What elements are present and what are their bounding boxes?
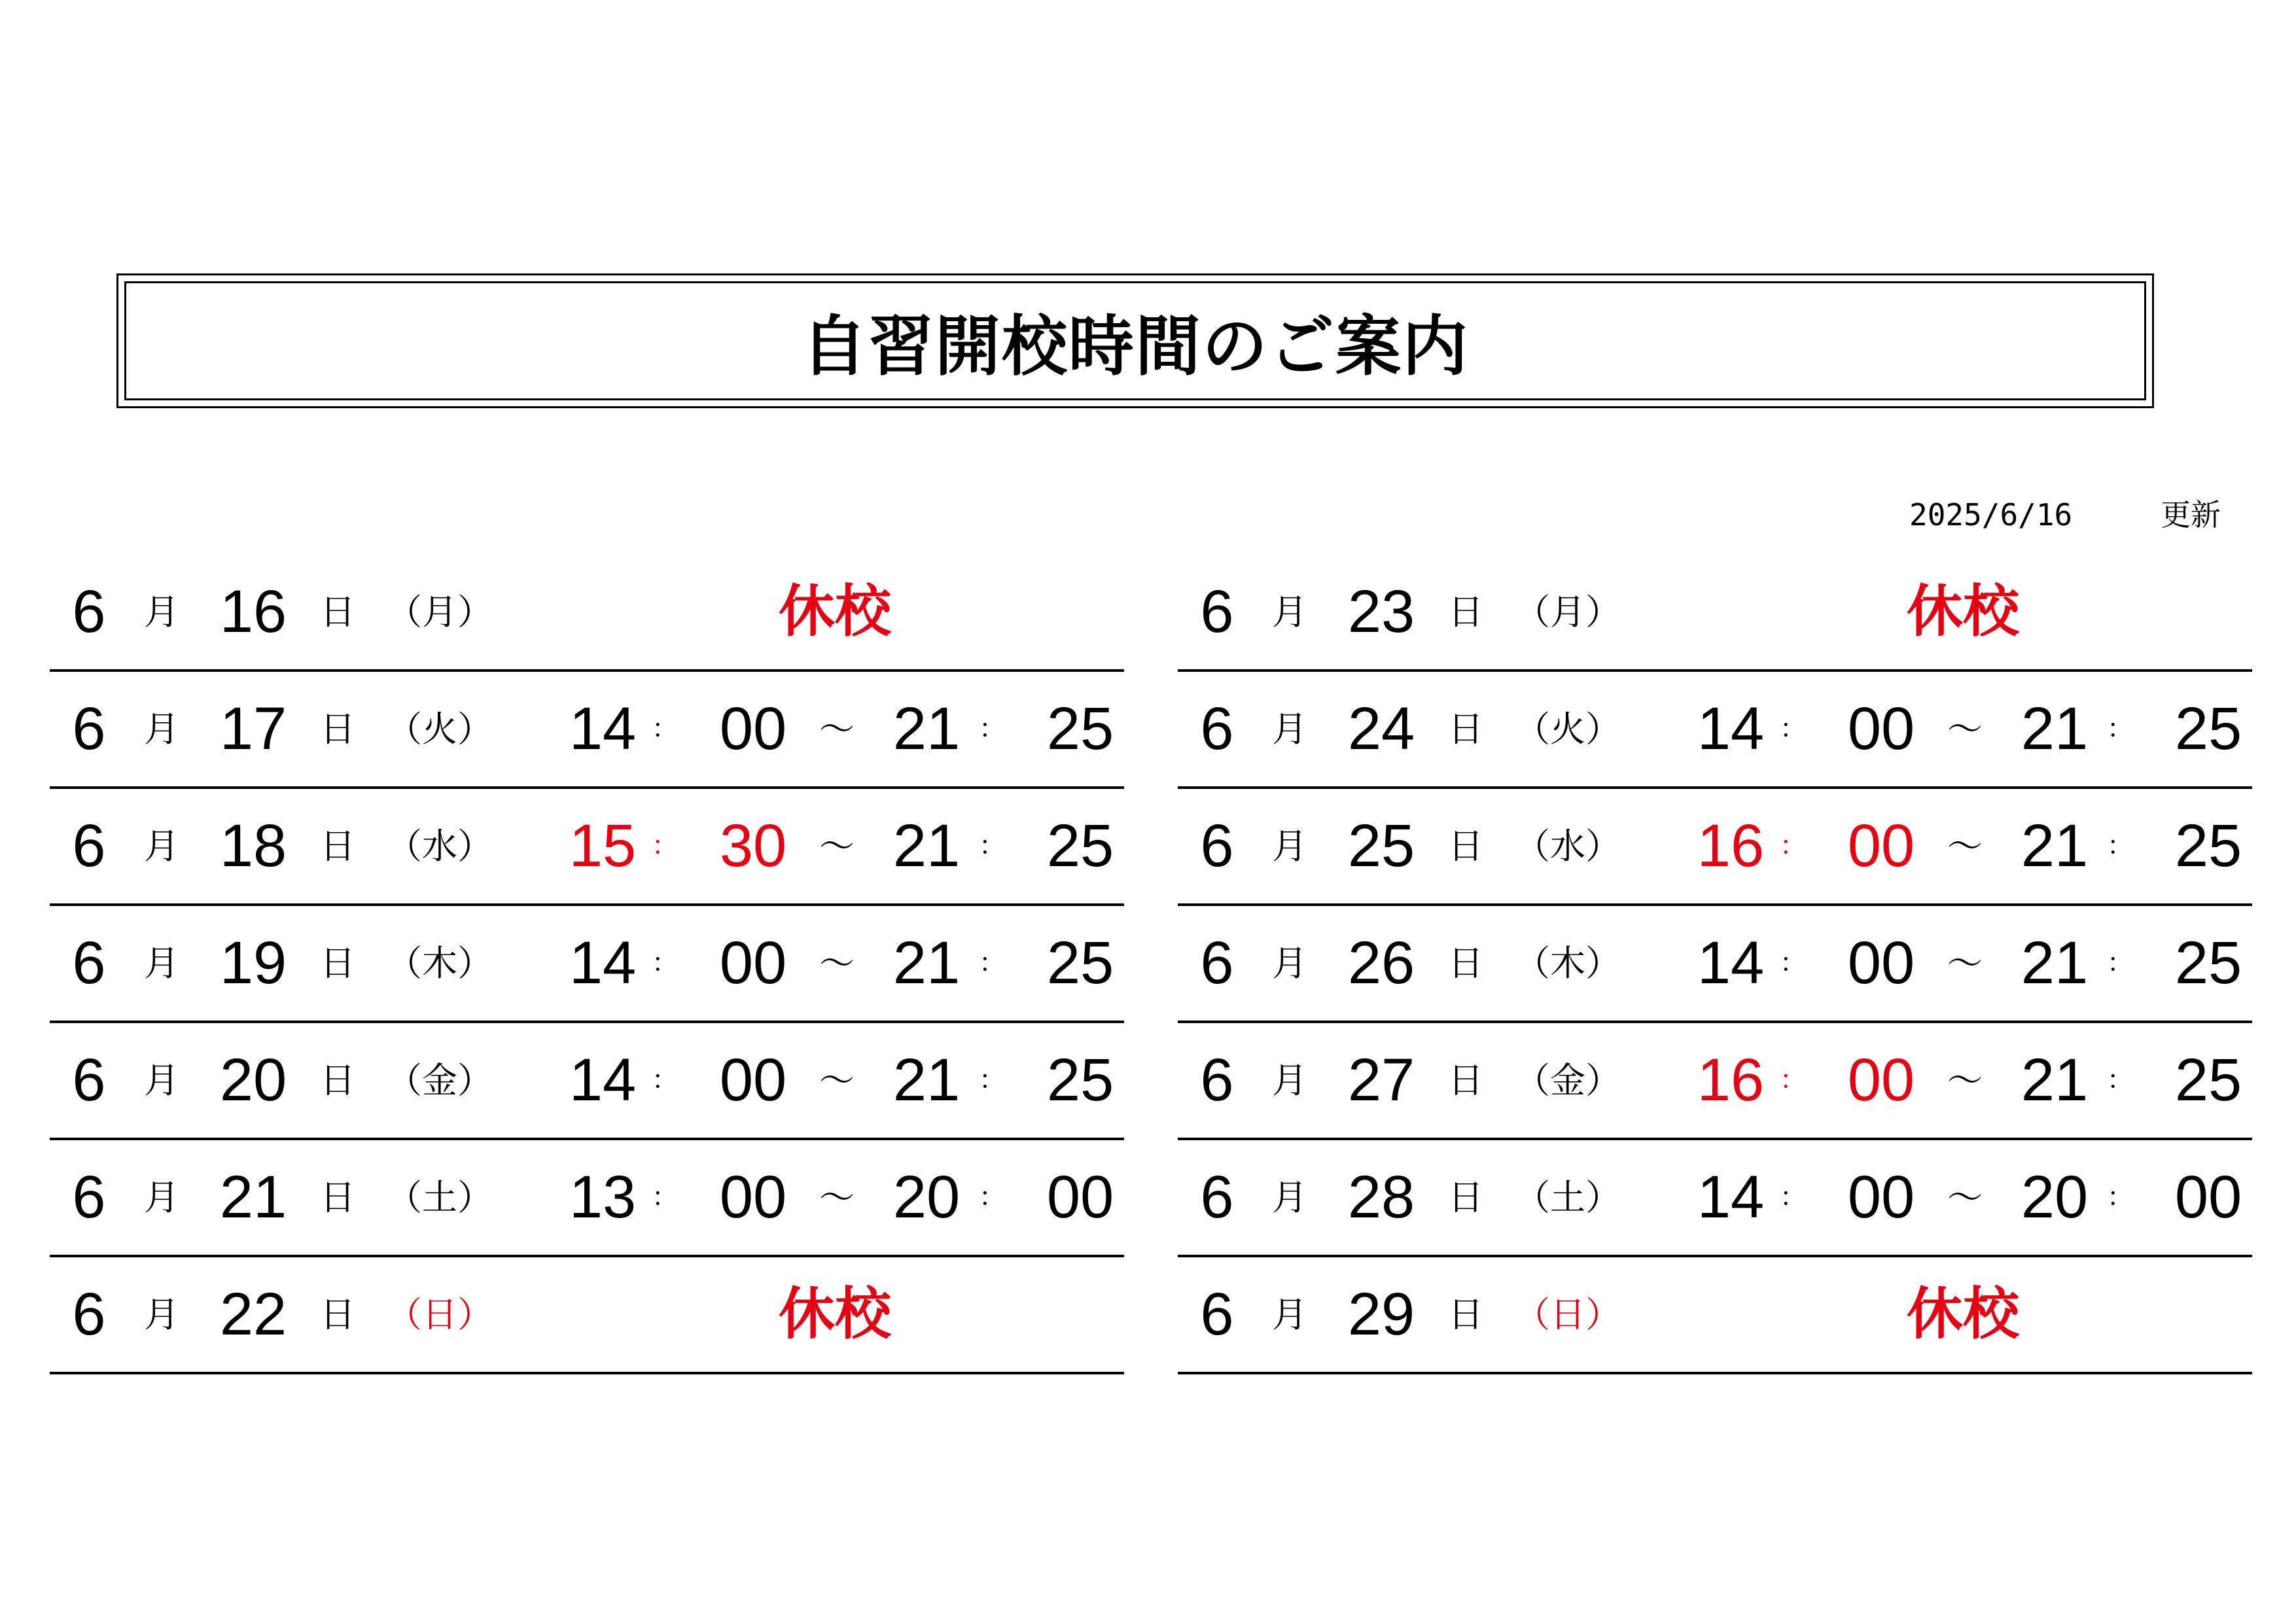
start-hour: 14 <box>569 930 637 996</box>
month-value: 6 <box>1200 578 1234 645</box>
end-colon: ： <box>979 949 1005 977</box>
end-minute: 00 <box>2174 1164 2242 1230</box>
end-minute: 25 <box>1046 812 1114 879</box>
start-minute: 00 <box>1847 930 1915 996</box>
schedule-row <box>50 555 1124 672</box>
title-inner-frame <box>124 281 2146 400</box>
end-minute: 25 <box>1046 695 1114 762</box>
closed-label: 休校 <box>779 579 891 644</box>
time-range-tilde: ～ <box>1947 826 1983 867</box>
end-colon: ： <box>2107 714 2133 743</box>
time-range-tilde: ～ <box>819 708 855 750</box>
day-value: 26 <box>1347 930 1415 996</box>
day-unit: 日 <box>1448 1294 1483 1335</box>
month-unit: 月 <box>1272 1177 1307 1218</box>
updated-label: 更新 <box>2161 497 2221 532</box>
end-hour: 21 <box>892 695 961 762</box>
weekday: （土） <box>1515 1177 1621 1218</box>
schedule-row <box>1178 1257 2252 1374</box>
month-value: 6 <box>1200 812 1234 879</box>
month-unit: 月 <box>144 708 179 750</box>
month-unit: 月 <box>144 591 179 633</box>
month-value: 6 <box>72 1164 106 1230</box>
month-unit: 月 <box>1272 826 1307 867</box>
end-colon: ： <box>979 1066 1005 1094</box>
start-colon: ： <box>652 1183 678 1212</box>
time-range-tilde: ～ <box>1947 1177 1983 1218</box>
start-minute: 00 <box>719 1164 787 1230</box>
start-colon: ： <box>1780 831 1806 860</box>
weekday: （土） <box>387 1177 493 1218</box>
end-minute: 25 <box>1046 930 1114 996</box>
end-minute: 25 <box>2174 930 2242 996</box>
closed-label: 休校 <box>779 1282 891 1347</box>
month-value: 6 <box>72 695 106 762</box>
start-hour: 14 <box>1697 695 1765 762</box>
month-value: 6 <box>72 812 106 879</box>
end-hour: 20 <box>2021 1164 2089 1230</box>
weekday: （月） <box>387 591 493 633</box>
schedule-row <box>1178 1140 2252 1257</box>
day-value: 18 <box>219 812 287 879</box>
end-minute: 25 <box>2174 812 2242 879</box>
day-unit: 日 <box>320 591 355 633</box>
updated-date: 2025/6/16 <box>1909 497 2073 532</box>
time-range-tilde: ～ <box>1947 943 1983 984</box>
month-value: 6 <box>72 1047 106 1113</box>
day-value: 19 <box>219 930 287 996</box>
closed-label: 休校 <box>1907 579 2019 644</box>
start-hour: 13 <box>569 1164 637 1230</box>
month-value: 6 <box>1200 1047 1234 1113</box>
weekday: （木） <box>387 943 493 984</box>
day-unit: 日 <box>1448 591 1483 633</box>
end-colon: ： <box>2107 1183 2133 1212</box>
end-hour: 21 <box>2021 695 2089 762</box>
day-value: 20 <box>219 1047 287 1113</box>
schedule-row <box>50 672 1124 789</box>
schedule-column-week-1 <box>50 555 1124 1374</box>
time-range-tilde: ～ <box>819 1177 855 1218</box>
month-value: 6 <box>72 1281 106 1348</box>
weekday: （金） <box>1515 1060 1621 1101</box>
weekday: （水） <box>387 826 493 867</box>
weekday: （日） <box>1515 1294 1621 1335</box>
schedule-row <box>1178 1023 2252 1140</box>
start-minute: 00 <box>719 1047 787 1113</box>
end-hour: 21 <box>2021 812 2089 879</box>
weekday: （火） <box>387 708 493 750</box>
day-unit: 日 <box>1448 826 1483 867</box>
month-unit: 月 <box>1272 1294 1307 1335</box>
time-range-tilde: ～ <box>819 1060 855 1101</box>
day-unit: 日 <box>1448 1177 1483 1218</box>
end-hour: 20 <box>892 1164 961 1230</box>
month-unit: 月 <box>144 826 179 867</box>
start-minute: 00 <box>1847 1047 1915 1113</box>
end-hour: 21 <box>892 812 961 879</box>
start-colon: ： <box>652 949 678 977</box>
month-value: 6 <box>72 930 106 996</box>
day-value: 24 <box>1347 695 1415 762</box>
day-value: 25 <box>1347 812 1415 879</box>
month-value: 6 <box>1200 695 1234 762</box>
start-minute: 00 <box>1847 695 1915 762</box>
end-colon: ： <box>2107 1066 2133 1094</box>
month-unit: 月 <box>144 943 179 984</box>
schedule-row <box>50 789 1124 906</box>
start-hour: 14 <box>1697 930 1765 996</box>
start-minute: 00 <box>1847 1164 1915 1230</box>
day-value: 23 <box>1347 578 1415 645</box>
start-hour: 14 <box>1697 1164 1765 1230</box>
start-colon: ： <box>652 1066 678 1094</box>
schedule-row <box>1178 906 2252 1023</box>
schedule-row <box>50 1257 1124 1374</box>
schedule-row <box>1178 555 2252 672</box>
start-minute: 00 <box>1847 812 1915 879</box>
day-unit: 日 <box>320 1294 355 1335</box>
schedule-row <box>50 1140 1124 1257</box>
day-unit: 日 <box>1448 1060 1483 1101</box>
time-range-tilde: ～ <box>1947 1060 1983 1101</box>
month-value: 6 <box>1200 1281 1234 1348</box>
end-colon: ： <box>979 1183 1005 1212</box>
day-value: 28 <box>1347 1164 1415 1230</box>
day-value: 27 <box>1347 1047 1415 1113</box>
end-minute: 00 <box>1046 1164 1114 1230</box>
start-minute: 00 <box>719 695 787 762</box>
closed-label: 休校 <box>1907 1282 2019 1347</box>
start-hour: 14 <box>569 1047 637 1113</box>
page-title: 自習開校時間のご案内 <box>802 308 1469 385</box>
month-unit: 月 <box>144 1060 179 1101</box>
start-colon: ： <box>1780 949 1806 977</box>
day-unit: 日 <box>320 1060 355 1101</box>
day-unit: 日 <box>1448 943 1483 984</box>
end-minute: 25 <box>2174 695 2242 762</box>
month-value: 6 <box>72 578 106 645</box>
weekday: （月） <box>1515 591 1621 633</box>
month-unit: 月 <box>1272 1060 1307 1101</box>
start-minute: 30 <box>719 812 787 879</box>
weekday: （金） <box>387 1060 493 1101</box>
schedule-row <box>1178 672 2252 789</box>
end-hour: 21 <box>2021 1047 2089 1113</box>
end-minute: 25 <box>1046 1047 1114 1113</box>
title-frame <box>116 273 2154 408</box>
month-unit: 月 <box>1272 708 1307 750</box>
month-unit: 月 <box>144 1294 179 1335</box>
start-hour: 14 <box>569 695 637 762</box>
schedule-row <box>50 906 1124 1023</box>
end-colon: ： <box>2107 831 2133 860</box>
time-range-tilde: ～ <box>1947 708 1983 750</box>
start-colon: ： <box>1780 1066 1806 1094</box>
schedule-column-week-2 <box>1178 555 2252 1374</box>
day-unit: 日 <box>320 1177 355 1218</box>
month-unit: 月 <box>144 1177 179 1218</box>
start-hour: 16 <box>1697 812 1765 879</box>
start-colon: ： <box>1780 1183 1806 1212</box>
end-hour: 21 <box>892 1047 961 1113</box>
start-colon: ： <box>652 714 678 743</box>
weekday: （火） <box>1515 708 1621 750</box>
weekday: （日） <box>387 1294 493 1335</box>
day-value: 17 <box>219 695 287 762</box>
day-unit: 日 <box>320 826 355 867</box>
start-minute: 00 <box>719 930 787 996</box>
day-unit: 日 <box>1448 708 1483 750</box>
start-hour: 16 <box>1697 1047 1765 1113</box>
month-value: 6 <box>1200 930 1234 996</box>
time-range-tilde: ～ <box>819 826 855 867</box>
end-hour: 21 <box>892 930 961 996</box>
month-value: 6 <box>1200 1164 1234 1230</box>
day-unit: 日 <box>320 708 355 750</box>
weekday: （木） <box>1515 943 1621 984</box>
end-hour: 21 <box>2021 930 2089 996</box>
day-value: 21 <box>219 1164 287 1230</box>
day-value: 22 <box>219 1281 287 1348</box>
day-value: 29 <box>1347 1281 1415 1348</box>
month-unit: 月 <box>1272 943 1307 984</box>
end-colon: ： <box>979 831 1005 860</box>
day-value: 16 <box>219 578 287 645</box>
start-hour: 15 <box>569 812 637 879</box>
weekday: （水） <box>1515 826 1621 867</box>
day-unit: 日 <box>320 943 355 984</box>
end-colon: ： <box>979 714 1005 743</box>
schedule-row <box>50 1023 1124 1140</box>
end-colon: ： <box>2107 949 2133 977</box>
start-colon: ： <box>1780 714 1806 743</box>
time-range-tilde: ～ <box>819 943 855 984</box>
end-minute: 25 <box>2174 1047 2242 1113</box>
start-colon: ： <box>652 831 678 860</box>
month-unit: 月 <box>1272 591 1307 633</box>
schedule-row <box>1178 789 2252 906</box>
